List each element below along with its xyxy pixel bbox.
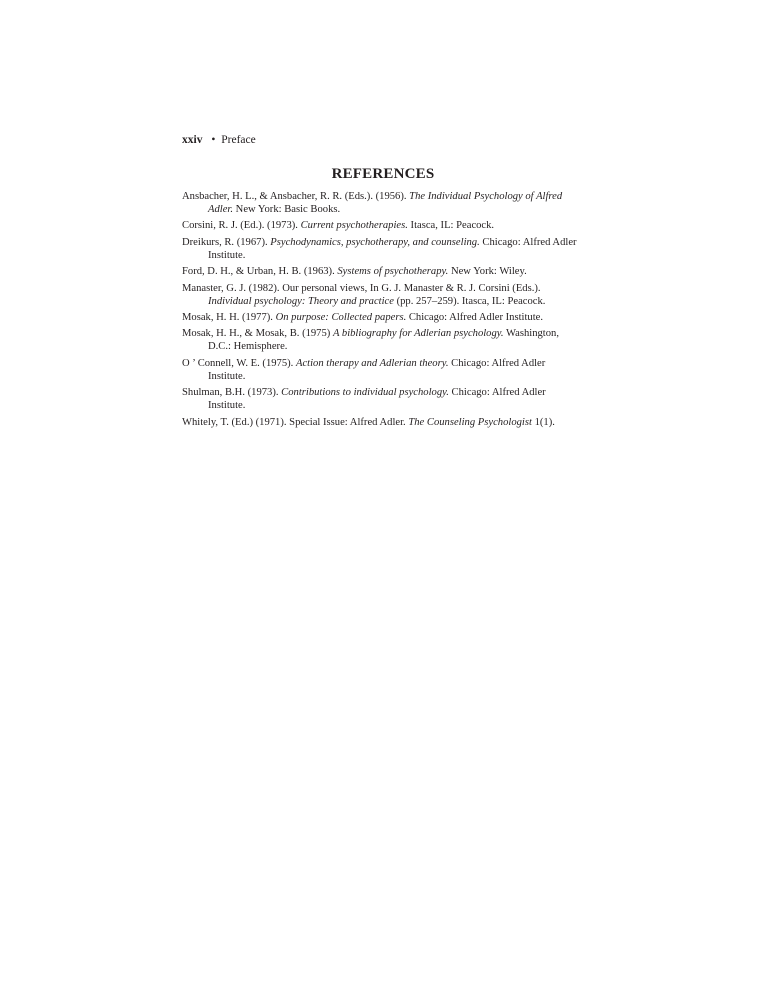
page-number: xxiv <box>182 134 203 146</box>
reference-item <box>182 386 584 412</box>
reference-publisher: New York: Wiley. <box>448 266 527 278</box>
reference-publisher: New York: Basic Books. <box>233 204 341 215</box>
reference-list <box>182 190 584 432</box>
reference-title: Current psychotherapies. <box>300 220 408 232</box>
reference-authors: Ansbacher, H. L., & Ansbacher, R. R. (Eds.). (1956). <box>182 191 410 202</box>
reference-title: The Individual Psychology of Alfred Adler. <box>208 191 563 215</box>
reference-publisher: Chicago: Alfred Adler Institute. <box>406 311 544 323</box>
reference-publisher: Chicago: Alfred Adler Institute. <box>208 236 577 261</box>
reference-title: Psychodynamics, psychotherapy, and counseling. <box>270 236 480 248</box>
reference-item <box>182 357 584 383</box>
reference-authors: Ford, D. H., & Urban, H. B. (1963). <box>182 266 338 278</box>
reference-item <box>182 282 584 308</box>
reference-publisher: Washington, D.C.: Hemisphere. <box>208 328 559 353</box>
reference-item <box>182 327 584 353</box>
reference-publisher: Chicago: Alfred Adler Institute. <box>208 357 546 382</box>
reference-authors: Mosak, H. H. (1977). <box>182 311 276 323</box>
reference-publisher: Itasca, IL: Peacock. <box>407 220 495 232</box>
reference-title: Systems of psychotherapy. <box>337 266 449 278</box>
reference-item <box>182 236 584 262</box>
reference-publisher: Chicago: Alfred Adler Institute. <box>208 387 546 412</box>
reference-item <box>182 219 584 232</box>
reference-publisher: 1(1). <box>531 416 555 428</box>
reference-authors: Corsini, R. J. (Ed.). (1973). <box>182 220 301 232</box>
reference-authors: Mosak, H. H., & Mosak, B. (1975) <box>182 328 333 340</box>
running-head-section: Preface <box>221 134 256 146</box>
reference-item <box>182 416 584 429</box>
reference-item <box>182 265 584 278</box>
reference-title: The Counseling Psychologist <box>408 416 532 428</box>
reference-authors: Dreikurs, R. (1967). <box>182 236 271 248</box>
reference-title: A bibliography for Adlerian psychology. <box>332 328 504 340</box>
reference-item <box>182 311 584 324</box>
reference-publisher: (pp. 257–259). Itasca, IL: Peacock. <box>393 295 546 307</box>
reference-title: On purpose: Collected papers. <box>275 311 407 323</box>
running-head <box>182 133 256 147</box>
reference-title: Individual psychology: Theory and practice <box>208 295 394 307</box>
bullet-separator: • <box>211 134 216 146</box>
reference-authors: Shulman, B.H. (1973). <box>182 387 282 399</box>
reference-item <box>182 190 584 216</box>
reference-title: Action therapy and Adlerian theory. <box>295 357 449 369</box>
reference-authors: Whitely, T. (Ed.) (1971). Special Issue: Alfred Adler. <box>182 416 409 428</box>
reference-authors: O ’ Connell, W. E. (1975). <box>182 357 296 369</box>
reference-title: Contributions to individual psychology. <box>281 387 449 399</box>
reference-authors: Manaster, G. J. (1982). Our personal views, In G. J. Manaster & R. J. Corsini (Eds.). <box>182 282 541 294</box>
section-title: REFERENCES <box>331 166 435 182</box>
